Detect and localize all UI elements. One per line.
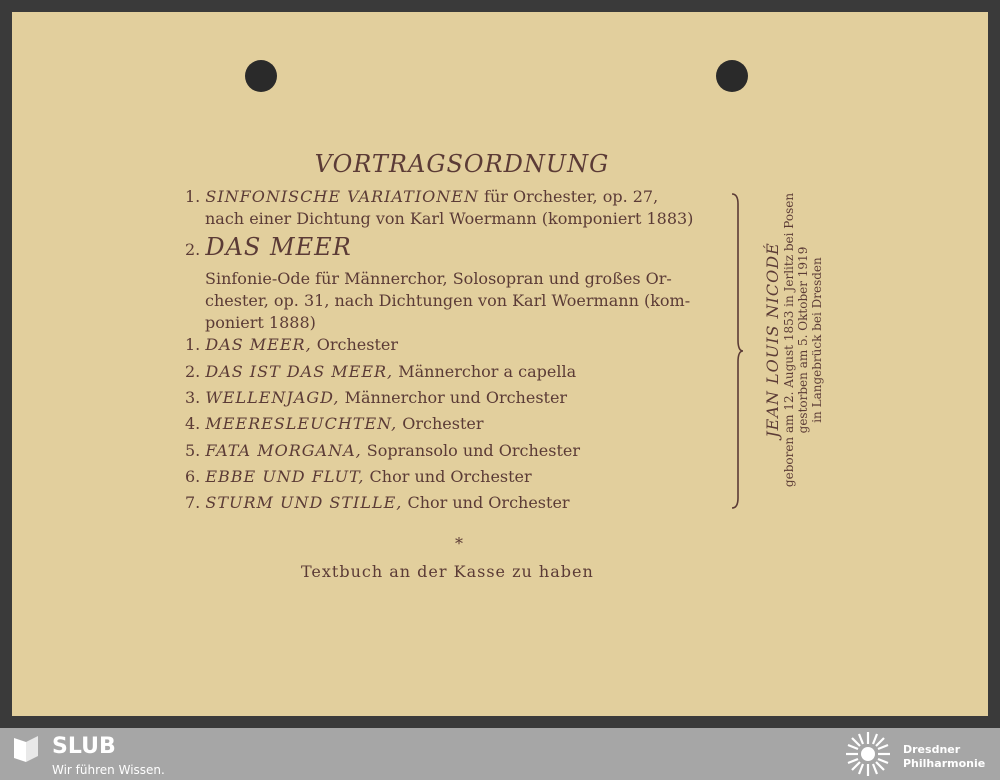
slub-tagline: Wir führen Wissen. bbox=[52, 763, 165, 777]
composer-vertical-block bbox=[764, 170, 824, 510]
item2-desc-line3: poniert 1888) bbox=[205, 313, 316, 332]
item2-title: DAS MEER bbox=[205, 233, 352, 261]
composer-born: geboren am 12. August 1853 in Jerlitz bei Posen bbox=[782, 192, 796, 488]
slub-book-icon[interactable] bbox=[12, 734, 40, 764]
item1-title: SINFONISCHE VARIATIONEN bbox=[205, 187, 479, 206]
program-card bbox=[12, 12, 988, 716]
philharmonie-sunburst-icon[interactable] bbox=[843, 728, 893, 780]
item2-number: 2. bbox=[185, 240, 201, 259]
item2-title-line bbox=[185, 233, 352, 261]
punch-hole-right bbox=[716, 60, 748, 92]
item1-line1-rest: für Orchester, op. 27, bbox=[478, 187, 659, 206]
curly-brace bbox=[730, 192, 744, 510]
item1-number: 1. bbox=[185, 187, 201, 206]
composer-name: JEAN LOUIS NICODÉ bbox=[763, 242, 782, 438]
punch-hole-left bbox=[245, 60, 277, 92]
movement-2: 2. DAS IST DAS MEER, Männerchor a capella bbox=[185, 362, 577, 381]
item2-desc-line2: chester, op. 31, nach Dichtungen von Karl Woermann (kom- bbox=[205, 291, 691, 310]
item2-desc-line1: Sinfonie-Ode für Männerchor, Solosopran und großes Or- bbox=[205, 269, 672, 288]
item1-line1 bbox=[185, 186, 658, 208]
footer-bar bbox=[0, 728, 1000, 780]
movement-1: 1. DAS MEER, Orchester bbox=[185, 335, 399, 354]
philharmonie-logo-text[interactable] bbox=[903, 743, 985, 771]
separator-star: * bbox=[455, 534, 463, 553]
philharmonie-line2: Philharmonie bbox=[903, 757, 986, 770]
composer-died-date: gestorben am 5. Oktober 1919 bbox=[796, 246, 810, 434]
item1-line2: nach einer Dichtung von Karl Woermann (komponiert 1883) bbox=[205, 209, 694, 228]
philharmonie-line1: Dresdner bbox=[903, 743, 961, 756]
movement-4: 4. MEERESLEUCHTEN, Orchester bbox=[185, 414, 484, 433]
composer-died-place: in Langebrück bei Dresden bbox=[810, 257, 824, 423]
movement-7: 7. STURM UND STILLE, Chor und Orchester bbox=[185, 493, 570, 512]
movement-3: 3. WELLENJAGD, Männerchor und Orchester bbox=[185, 388, 568, 407]
movement-6: 6. EBBE UND FLUT, Chor und Orchester bbox=[185, 467, 532, 486]
textbook-note: Textbuch an der Kasse zu haben bbox=[301, 562, 594, 581]
program-heading: VORTRAGSORDNUNG bbox=[314, 150, 610, 178]
slub-logo-text[interactable]: SLUB bbox=[52, 734, 116, 759]
movement-5: 5. FATA MORGANA, Sopransolo und Orchester bbox=[185, 441, 581, 460]
